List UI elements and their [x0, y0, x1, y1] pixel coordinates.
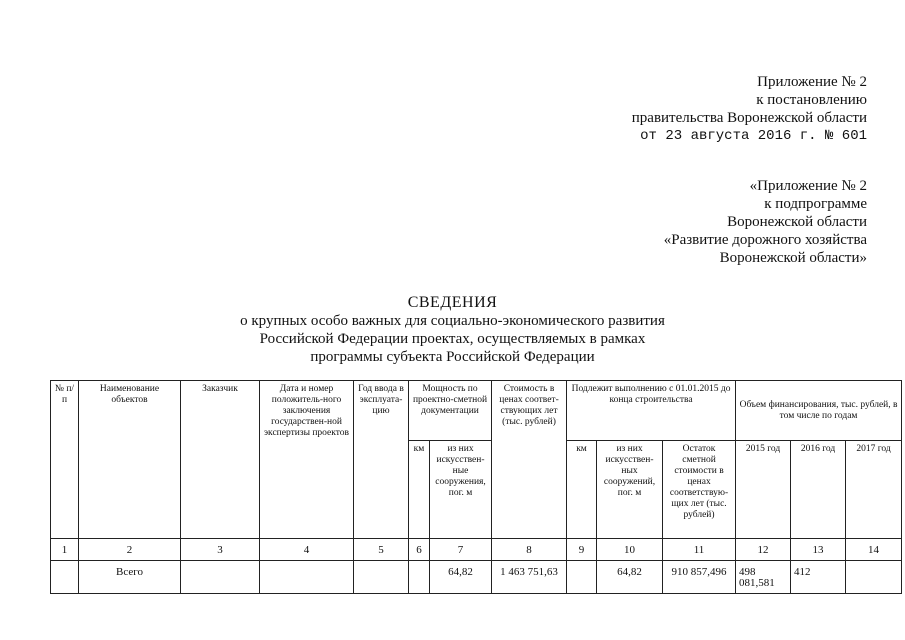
total-cost: 1 463 751,63 [492, 561, 567, 594]
total-2015: 498 081,581 [736, 561, 791, 594]
total-customer [181, 561, 260, 594]
title-line: о крупных особо важных для социально-экономического развития [240, 313, 665, 329]
appendix-2-line: к подпрограмме [764, 196, 867, 212]
appendix-2-line: Воронежской области» [719, 250, 867, 266]
appendix-1-header [632, 73, 867, 145]
appendix-1-line: Приложение № 2 [757, 74, 867, 90]
column-number: 11 [663, 539, 736, 561]
header-num: № п/п [51, 381, 79, 539]
header-name: Наименование объектов [79, 381, 181, 539]
column-number: 4 [260, 539, 354, 561]
header-structures-remaining: из них искусствен-ных сооружений, пог. м [597, 441, 663, 539]
column-number: 10 [597, 539, 663, 561]
total-year [354, 561, 409, 594]
title-main: СВЕДЕНИЯ [407, 294, 498, 311]
total-expertise [260, 561, 354, 594]
column-numbers-row [51, 539, 902, 561]
appendix-2-line: «Приложение № 2 [749, 178, 867, 194]
total-num [51, 561, 79, 594]
total-balance: 910 857,496 [663, 561, 736, 594]
total-2016: 412 [791, 561, 846, 594]
header-structures: из них искусствен-ные сооружения, пог. м [430, 441, 492, 539]
appendix-2-line: Воронежской области [727, 214, 867, 230]
header-financing: Объем финансирования, тыс. рублей, в том числе по годам [736, 381, 902, 441]
header-km-remaining: км [567, 441, 597, 539]
column-number: 1 [51, 539, 79, 561]
column-number: 12 [736, 539, 791, 561]
column-number: 3 [181, 539, 260, 561]
total-row [51, 561, 902, 594]
projects-table [50, 380, 902, 594]
appendix-2-line: «Развитие дорожного хозяйства [663, 232, 867, 248]
appendix-1-date: от 23 августа 2016 г. № 601 [640, 128, 867, 144]
total-structures-remaining: 64,82 [597, 561, 663, 594]
column-number: 14 [846, 539, 902, 561]
header-remaining: Подлежит выполнению с 01.01.2015 до конца строительства [567, 381, 736, 441]
column-number: 7 [430, 539, 492, 561]
header-2016: 2016 год [791, 441, 846, 539]
column-number: 5 [354, 539, 409, 561]
document-title [0, 294, 905, 366]
column-number: 8 [492, 539, 567, 561]
total-km [409, 561, 430, 594]
column-number: 2 [79, 539, 181, 561]
header-year: Год ввода в эксплуата-цию [354, 381, 409, 539]
header-2017: 2017 год [846, 441, 902, 539]
header-cost: Стоимость в ценах соответ-ствующих лет (тыс. рублей) [492, 381, 567, 539]
total-label: Всего [79, 561, 181, 594]
header-expertise: Дата и номер положитель-ного заключения государствен-ной экспертизы проектов [260, 381, 354, 539]
appendix-1-line: к постановлению [756, 92, 867, 108]
header-km: км [409, 441, 430, 539]
header-customer: Заказчик [181, 381, 260, 539]
total-km-remaining [567, 561, 597, 594]
appendix-2-header [664, 177, 867, 267]
title-line: программы субъекта Российской Федерации [310, 349, 595, 365]
title-line: Российской Федерации проектах, осуществляемых в рамках [259, 331, 646, 347]
column-number: 9 [567, 539, 597, 561]
column-number: 13 [791, 539, 846, 561]
total-structures: 64,82 [430, 561, 492, 594]
header-capacity: Мощность по проектно-сметной документации [409, 381, 492, 441]
total-2017 [846, 561, 902, 594]
header-balance: Остаток сметной стоимости в ценах соответствую-щих лет (тыс. рублей) [663, 441, 736, 539]
appendix-1-line: правительства Воронежской области [631, 110, 867, 126]
header-2015: 2015 год [736, 441, 791, 539]
column-number: 6 [409, 539, 430, 561]
